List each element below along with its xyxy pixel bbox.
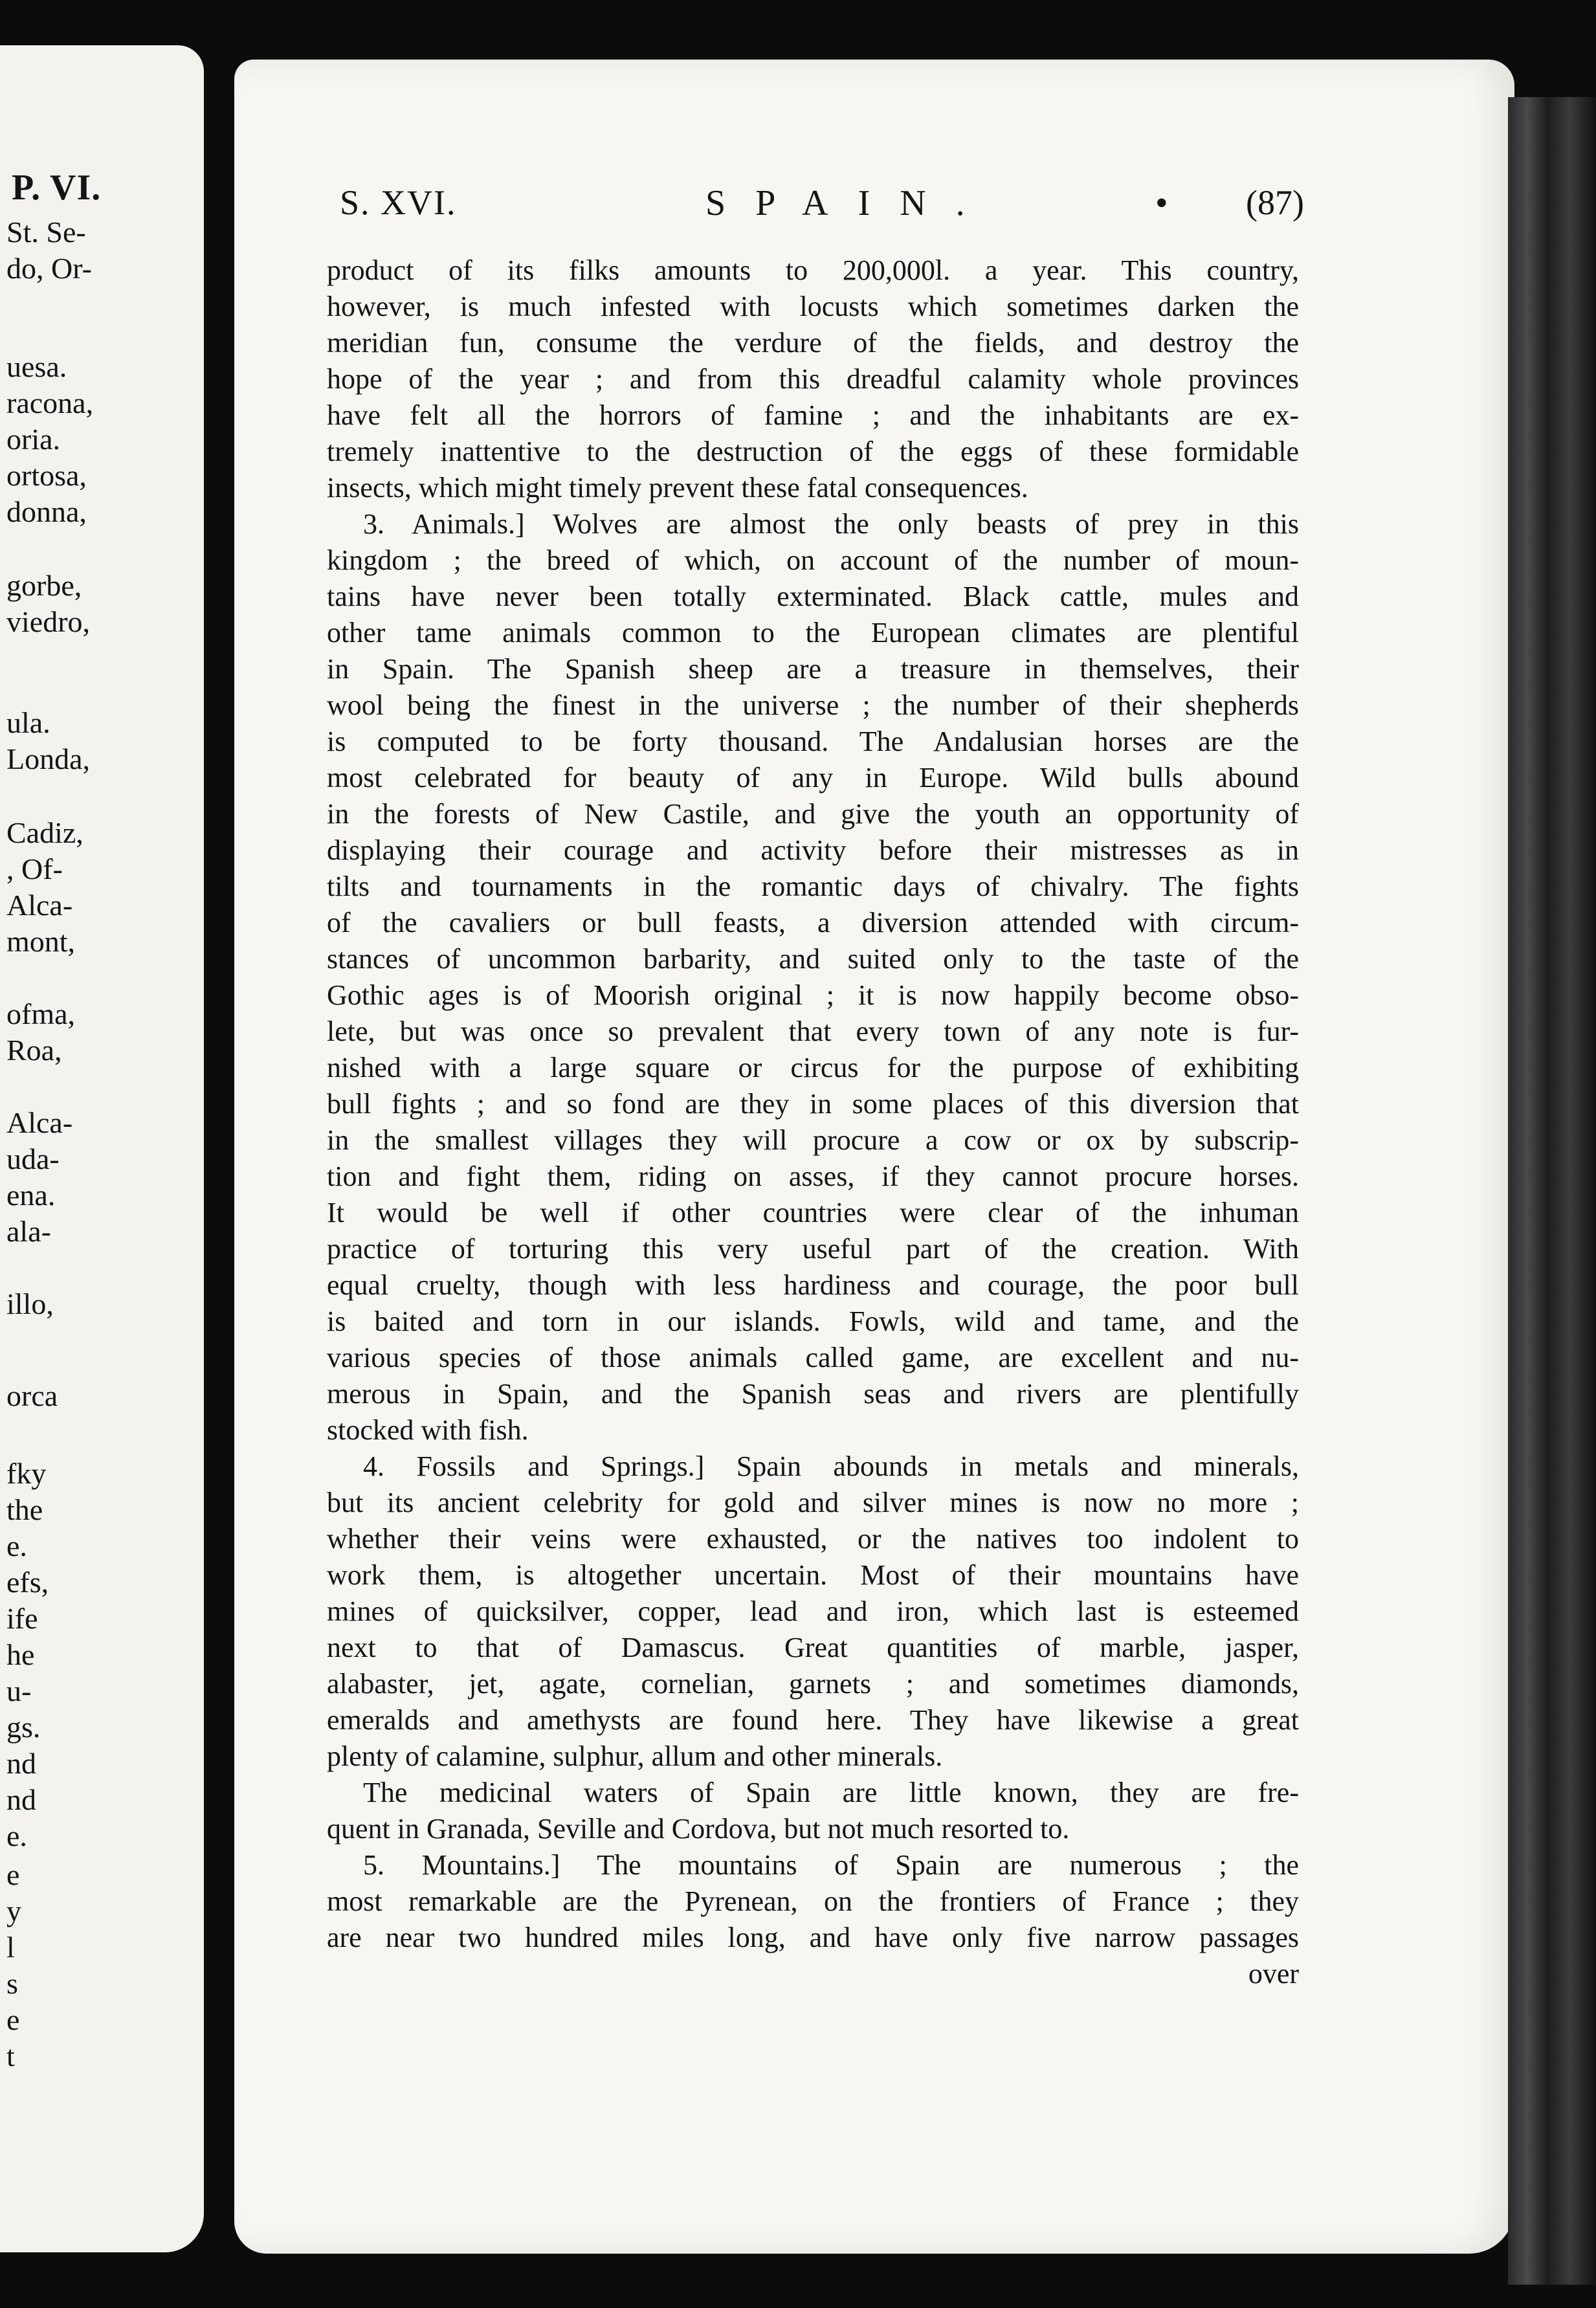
text-line: nished with a large square or circus for the purpose of exhibiting (327, 1052, 1299, 1083)
left-page-fragment: l (6, 1931, 15, 1964)
left-page-fragment: gorbe, (6, 569, 82, 602)
left-page-fragment: e. (6, 1819, 27, 1852)
left-page-fragment: ena. (6, 1179, 56, 1212)
left-page-fragment: do, Or- (6, 252, 92, 285)
text-line: meridian fun, consume the verdure of the fields, and destroy the (327, 327, 1299, 359)
text-line: whether their veins were exhausted, or the natives too indolent to (327, 1523, 1299, 1555)
left-page-fragment: t (6, 2039, 15, 2072)
text-line: in Spain. The Spanish sheep are a treasure in themselves, their (327, 653, 1299, 685)
text-line: stocked with fish. (327, 1414, 529, 1446)
left-page-fragment: nd (6, 1747, 36, 1780)
left-page-header: P. VI. (12, 168, 102, 208)
text-line: The medicinal waters of Spain are little known, they are fre- (363, 1777, 1299, 1808)
text-line: product of its filks amounts to 200,000l. a year. This country, (327, 254, 1299, 286)
left-page-fragment: oria. (6, 423, 61, 456)
text-line: in the smallest villages they will procure a cow or ox by subscrip- (327, 1124, 1299, 1156)
text-line: kingdom ; the breed of which, on account of the number of moun- (327, 544, 1299, 576)
left-page-fragment: ortosa, (6, 459, 87, 492)
text-line: tremely inattentive to the destruction of the eggs of these formidable (327, 436, 1299, 467)
body-text (327, 252, 1299, 1992)
text-line: 5. Mountains.] The mountains of Spain are numerous ; the (363, 1849, 1299, 1881)
text-line: other tame animals common to the European climates are plentiful (327, 617, 1299, 649)
text-line: lete, but was once so prevalent that every town of any note is fur- (327, 1015, 1299, 1047)
text-line: most remarkable are the Pyrenean, on the frontiers of France ; they (327, 1885, 1299, 1917)
text-line: practice of torturing this very useful part of the creation. With (327, 1233, 1299, 1265)
text-line: Gothic ages is of Moorish original ; it is now happily become obso- (327, 979, 1299, 1011)
left-page-fragment: Londa, (6, 742, 91, 775)
page-title: SPAIN. (705, 183, 995, 223)
left-page-fragment: , Of- (6, 852, 63, 885)
left-page-fragment: he (6, 1638, 35, 1671)
text-line: 3. Animals.] Wolves are almost the only beasts of prey in this (363, 508, 1299, 540)
section-number: S. XVI. (340, 183, 457, 222)
text-line: merous in Spain, and the Spanish seas and rivers are plentifully (327, 1378, 1299, 1410)
text-line: most celebrated for beauty of any in Europe. Wild bulls abound (327, 762, 1299, 793)
left-page-fragment: orca (6, 1379, 58, 1412)
text-line: work them, is altogether uncertain. Most of their mountains have (327, 1559, 1299, 1591)
left-page-fragment: Roa, (6, 1034, 62, 1067)
text-line: stances of uncommon barbarity, and suited only to the taste of the (327, 943, 1299, 975)
left-page-fragment: fky (6, 1457, 47, 1490)
text-line: next to that of Damascus. Great quantities of marble, jasper, (327, 1632, 1299, 1663)
left-page-fragment: gs. (6, 1711, 41, 1744)
left-page-fragment: uesa. (6, 350, 67, 383)
text-line: bull fights ; and so fond are they in some places of this diversion that (327, 1088, 1299, 1120)
left-page-fragment: mont, (6, 925, 76, 958)
text-line: however, is much infested with locusts which sometimes darken the (327, 291, 1299, 322)
left-page (0, 45, 204, 2252)
text-line: hope of the year ; and from this dreadful calamity whole provinces (327, 363, 1299, 395)
text-line: equal cruelty, though with less hardiness and courage, the poor bull (327, 1269, 1299, 1301)
catchword: over (1248, 1958, 1299, 1990)
left-page-fragment: u- (6, 1674, 32, 1707)
text-line: wool being the finest in the universe ; the number of their shepherds (327, 689, 1299, 721)
left-page-fragment: donna, (6, 495, 87, 528)
left-page-fragment: St. Se- (6, 216, 86, 249)
page-number: (87) (1246, 183, 1304, 222)
text-line: is baited and torn in our islands. Fowls, wild and tame, and the (327, 1305, 1299, 1337)
book-edge (1508, 97, 1596, 2285)
text-line: in the forests of New Castile, and give the youth an opportunity of (327, 798, 1299, 830)
text-line: plenty of calamine, sulphur, allum and other minerals. (327, 1740, 943, 1772)
left-page-fragment: ala- (6, 1215, 51, 1248)
left-page-fragment: the (6, 1493, 43, 1526)
left-page-fragment: nd (6, 1783, 36, 1816)
head-ornament: • (1155, 183, 1168, 223)
text-line: tains have never been totally exterminated. Black cattle, mules and (327, 581, 1299, 612)
running-head (340, 183, 1304, 234)
left-page-fragment: Cadiz, (6, 816, 83, 849)
text-line: insects, which might timely prevent these fatal consequences. (327, 472, 1028, 504)
left-page-fragment: e (6, 2003, 20, 2036)
text-line: alabaster, jet, agate, cornelian, garnets ; and sometimes diamonds, (327, 1668, 1299, 1700)
text-line: 4. Fossils and Springs.] Spain abounds in metals and minerals, (363, 1450, 1299, 1482)
left-page-fragment: ife (6, 1602, 38, 1635)
text-line: but its ancient celebrity for gold and silver mines is now no more ; (327, 1487, 1299, 1518)
left-page-fragment: illo, (6, 1287, 54, 1320)
left-page-fragment: e (6, 1858, 20, 1891)
text-line: is computed to be forty thousand. The Andalusian horses are the (327, 726, 1299, 757)
left-page-fragment: e. (6, 1529, 27, 1562)
left-page-fragment: viedro, (6, 605, 91, 638)
left-page-fragment: ula. (6, 706, 50, 739)
left-page-fragment: efs, (6, 1566, 49, 1599)
left-page-fragment: s (6, 1967, 18, 2000)
text-line: tilts and tournaments in the romantic days of chivalry. The fights (327, 871, 1299, 902)
left-page-fragment: ofma, (6, 997, 76, 1030)
text-line: are near two hundred miles long, and have only five narrow passages (327, 1922, 1299, 1953)
text-line: quent in Granada, Seville and Cordova, but not much resorted to. (327, 1813, 1070, 1845)
left-page-fragment: uda- (6, 1142, 60, 1175)
text-line: have felt all the horrors of famine ; and the inhabitants are ex- (327, 399, 1299, 431)
text-line: of the cavaliers or bull feasts, a diversion attended with circum- (327, 907, 1299, 938)
text-line: mines of quicksilver, copper, lead and iron, which last is esteemed (327, 1595, 1299, 1627)
text-line: displaying their courage and activity before their mistresses as in (327, 834, 1299, 866)
text-line: It would be well if other countries were clear of the inhuman (327, 1197, 1299, 1228)
left-page-fragment: Alca- (6, 1106, 73, 1139)
text-line: emeralds and amethysts are found here. They have likewise a great (327, 1704, 1299, 1736)
text-line: tion and fight them, riding on asses, if they cannot procure horses. (327, 1160, 1299, 1192)
text-line: various species of those animals called game, are excellent and nu- (327, 1342, 1299, 1373)
left-page-fragment: y (6, 1894, 21, 1927)
left-page-fragment: racona, (6, 386, 94, 419)
left-page-fragment: Alca- (6, 889, 73, 922)
